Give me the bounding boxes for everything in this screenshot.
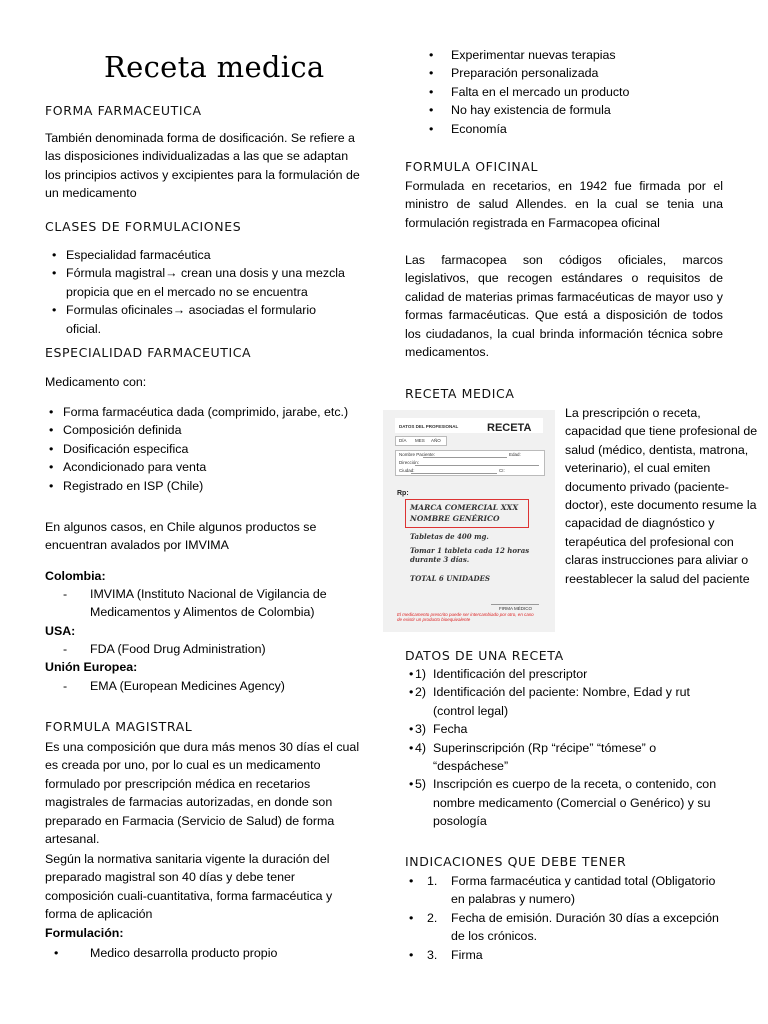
medicamento-con-label: Medicamento con: — [45, 375, 147, 389]
ci-label: CI: — [499, 468, 505, 473]
list-item: • 2. Fecha de emisión. Duración 30 días a excepción de los crónicos. — [405, 909, 721, 946]
warning-text: El medicamento prescrito puede ser intercambiado por otro, en caso de existir un producto bioequivalente — [397, 612, 534, 622]
clases-list — [48, 246, 348, 338]
dia-label: DÍA — [399, 438, 407, 443]
oficinal-text: Formulada en recetarios, en 1942 fue firmada por el ministro de salud Allendes. en la cual se tenia una formulación registrada en Farmacopea oficinal — [405, 179, 723, 230]
tomar-text: Tomar 1 tableta cada 12 horas durante 3 días. — [410, 546, 530, 564]
ano-label: AÑO — [431, 438, 441, 443]
rp-label: Rp: — [397, 490, 409, 497]
heading-indicaciones: INDICACIONES QUE DEBE TENER — [405, 854, 627, 869]
marca-text: MARCA COMERCIAL XXX — [410, 503, 519, 512]
list-item: • 3. Firma — [405, 946, 721, 964]
list-item: • Medico desarrolla producto propio — [50, 944, 370, 962]
heading-datos-receta: DATOS DE UNA RECETA — [405, 648, 564, 663]
heading-formula-magistral: FORMULA MAGISTRAL — [45, 719, 193, 734]
direccion-label: Dirección: — [399, 460, 420, 465]
ciudad-label: Ciudad: — [399, 468, 415, 473]
heading-especialidad: ESPECIALIDAD FARMACEUTICA — [45, 345, 252, 360]
mes-label: MES — [415, 438, 425, 443]
list-item: - EMA (European Medicines Agency) — [45, 677, 365, 695]
formulacion-label: Formulación: — [45, 926, 124, 940]
list-item: • 1) Identificación del prescriptor — [405, 665, 725, 683]
list-item: • 3) Fecha — [405, 720, 725, 738]
list-item: • Especialidad farmacéutica — [48, 246, 348, 264]
heading-forma-farmaceutica: FORMA FARMACEUTICA — [45, 103, 202, 118]
datos-profesional-label: DATOS DEL PROFESIONAL — [399, 424, 459, 429]
list-item: • 2) Identificación del paciente: Nombre, Edad y rut (control legal) — [405, 683, 725, 720]
list-item: • Composición definida — [45, 421, 365, 439]
colombia-list — [45, 585, 365, 622]
top-reasons-list — [425, 46, 725, 138]
list-item-text: Forma farmacéutica y cantidad total (Obligatorio en palabras y numero) — [451, 874, 716, 907]
list-item: • Experimentar nuevas terapias — [425, 46, 725, 64]
heading-receta-medica: RECETA MEDICA — [405, 386, 515, 401]
especialidad-list — [45, 403, 365, 495]
rule — [423, 457, 507, 458]
magistral-text-1: Es una composición que dura más menos 30 días el cual es creada por uno, por lo cual es un medicamento formulado por prescripción médica en recetarios magistrales de farmacias autorizadas, en donde son preparado en Farmacia (Servicio de Salud) de forma artesanal. — [45, 740, 360, 847]
casos-text: En algunos casos, en Chile algunos productos se encuentran avalados por IMVIMA — [45, 520, 317, 553]
list-item: • Dosificación especifica — [45, 440, 365, 458]
list-item: • 1. Forma farmacéutica y cantidad total (Obligatorio en palabras y numero) — [405, 872, 721, 909]
list-item: • Acondicionado para venta — [45, 458, 365, 476]
receta-label: RECETA — [487, 422, 532, 434]
list-item-text: Firma — [451, 947, 483, 962]
firma-medico-label: FIRMA MÉDICO — [499, 606, 533, 611]
list-item: • Formulas oficinales→ asociadas el formulario oficial. — [48, 301, 348, 338]
list-item: - IMVIMA (Instituto Nacional de Vigilancia de Medicamentos y Alimentos de Colombia) — [45, 585, 365, 622]
ue-label: Unión Europea: — [45, 660, 138, 674]
list-item: • Fórmula magistral→ crean una dosis y una mezcla propicia que en el mercado no se encuentra — [48, 264, 348, 301]
rule — [411, 473, 497, 474]
usa-list — [45, 640, 365, 658]
list-item: • Forma farmacéutica dada (comprimido, jarabe, etc.) — [45, 403, 365, 421]
list-item-text: Identificación del paciente: Nombre, Edad y rut (control legal) — [433, 685, 690, 718]
datos-list — [405, 665, 725, 831]
document-title: Receta medica — [104, 50, 325, 84]
colombia-label: Colombia: — [45, 569, 106, 583]
formulacion-list — [50, 944, 370, 962]
list-item-text: Fecha de emisión. Duración 30 días a excepción de los crónicos. — [451, 910, 719, 944]
farmacopea-text: Las farmacopea son códigos oficiales, marcos legislativos, que recogen estándares o requisitos de calidad de materias primas farmacéuticas de mayor uso y formas farmacéuticas. Que está a disposición de todos los ciudadanos, la cual brinda información técnica sobre medicamentos. — [405, 253, 723, 360]
receta-text: La prescripción o receta, capacidad que tiene profesional de salud (médico, dentista, matrona, veterinario), el cual emiten documento privado (paciente- doctor), este documento resume la capacidad de diagnóstico y terapéutica del profesional con claras instrucciones para aliviar o reestablecer la salud del paciente — [565, 406, 758, 586]
magistral-text-2: Según la normativa sanitaria vigente la duración del preparado magistral son 40 días y debe tener composición cuali-cuantitativa, forma farmacéutica y forma de aplicación — [45, 852, 333, 922]
list-item-text: Fecha — [433, 722, 468, 737]
signature-rule — [491, 604, 539, 605]
list-item: - FDA (Food Drug Administration) — [45, 640, 365, 658]
list-item: • 5) Inscripción es cuerpo de la receta, o contenido, con nombre medicamento (Comercial o Genérico) y su posología — [405, 775, 725, 830]
list-item: • Preparación personalizada — [425, 64, 725, 82]
list-item-text: Superinscripción (Rp “récipe” “tómese” o “despáchese” — [433, 740, 657, 774]
prescription-image — [383, 410, 555, 632]
heading-clases-formulaciones: CLASES DE FORMULACIONES — [45, 219, 242, 234]
list-item-text: Inscripción es cuerpo de la receta, o contenido, con nombre medicamento (Comercial o Genérico) y su posología — [433, 777, 717, 829]
rule — [415, 465, 539, 466]
list-item: • No hay existencia de formula — [425, 101, 725, 119]
heading-formula-oficinal: FORMULA OFICINAL — [405, 159, 539, 174]
list-item: • Registrado en ISP (Chile) — [45, 477, 365, 495]
total-text: TOTAL 6 UNIDADES — [410, 574, 490, 583]
list-item: • Economía — [425, 120, 725, 138]
tabletas-text: Tabletas de 400 mg. — [410, 532, 489, 541]
list-item: • Falta en el mercado un producto — [425, 83, 725, 101]
edad-label: Edad: — [509, 452, 521, 457]
list-item: • 4) Superinscripción (Rp “récipe” “tómese” o “despáchese” — [405, 739, 725, 776]
nombre-paciente-label: Nombre Paciente: — [399, 452, 436, 457]
indicaciones-list — [405, 872, 721, 964]
ue-list — [45, 677, 365, 695]
generico-text: NOMBRE GENÉRICO — [410, 514, 500, 523]
forma-farmaceutica-text: También denominada forma de dosificación. Se refiere a las disposiciones individualizadas a las que se adaptan los principios activos y excipientes para la formulación de un medicamento — [45, 131, 360, 201]
usa-label: USA: — [45, 624, 76, 638]
list-item-text: Identificación del prescriptor — [433, 667, 588, 681]
